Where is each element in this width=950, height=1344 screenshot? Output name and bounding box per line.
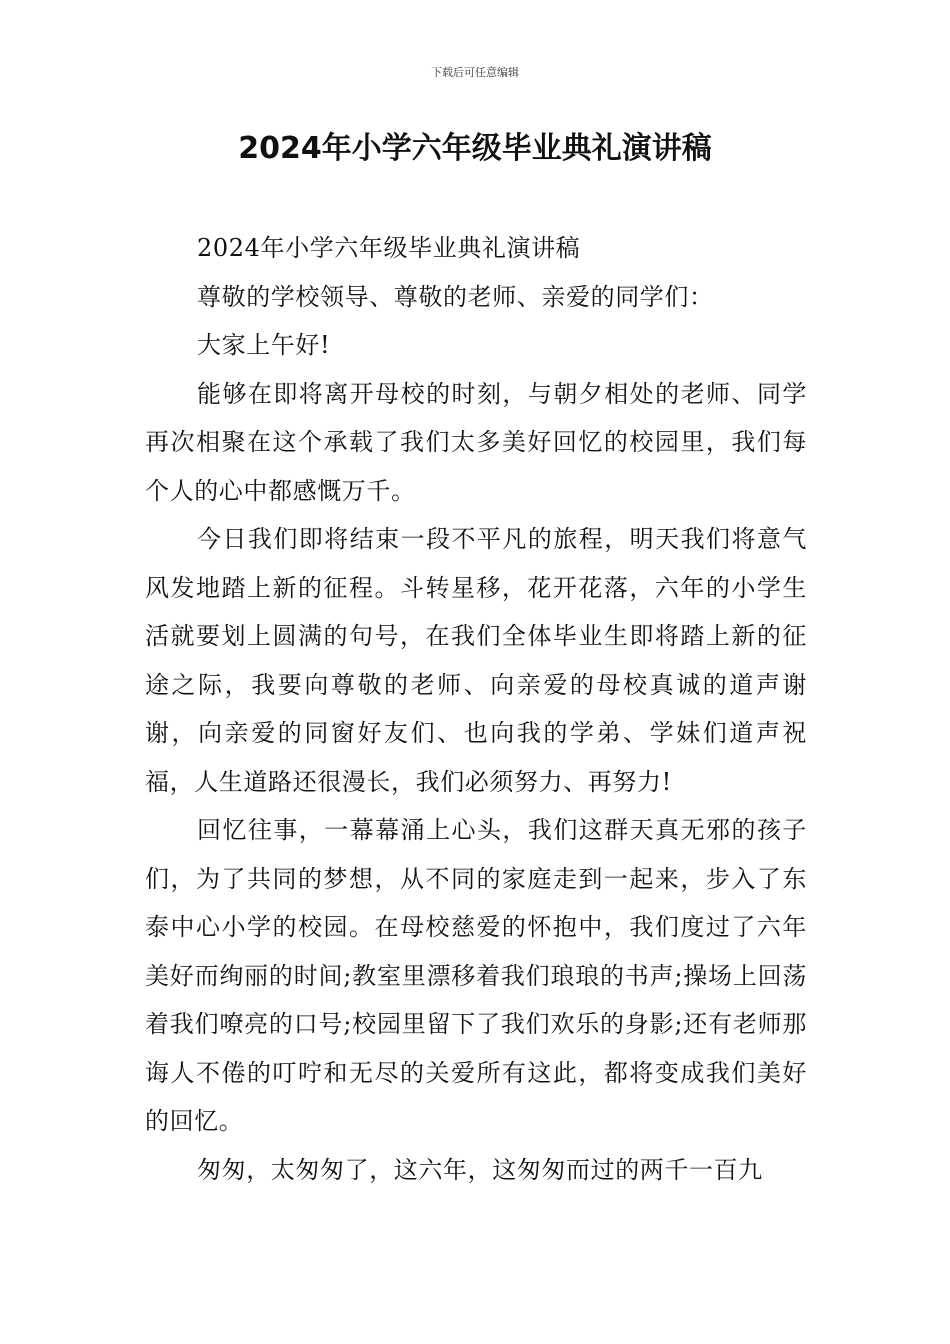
document-title: 2024年小学六年级毕业典礼演讲稿: [238, 131, 712, 166]
paragraph-greeting: 大家上午好!: [197, 331, 331, 359]
paragraph-body: 匆匆，太匆匆了，这六年，这匆匆而过的两千一百九: [197, 1155, 763, 1184]
paragraph-subtitle: 2024年小学六年级毕业典礼演讲稿: [197, 234, 581, 262]
paragraph-body: 今日我们即将结束一段不平凡的旅程，明天我们将意气风发地踏上新的征程。斗转星移，花开花落，六年的小学生活就要划上圆满的句号，在我们全体毕业生即将踏上新的征途之际，我要向尊敬的老师、向亲爱的母校真诚的道声谢谢，向亲爱的同窗好友们、也向我的学弟、学妹们道声祝福，人生道路还很漫长，我们必须努力、再努力!: [145, 525, 807, 796]
header-note: 下载后可任意编辑: [431, 66, 519, 79]
paragraph-body: 能够在即将离开母校的时刻，与朝夕相处的老师、同学再次相聚在这个承载了我们太多美好回忆的校园里，我们每个人的心中都感慨万千。: [145, 379, 807, 505]
paragraph-body: 回忆往事，一幕幕涌上心头，我们这群天真无邪的孩子们，为了共同的梦想，从不同的家庭走到一起来，步入了东泰中心小学的校园。在母校慈爱的怀抱中，我们度过了六年美好而绚丽的时间;教室里漂移着我们琅琅的书声;操场上回荡着我们嘹亮的口号;校园里留下了我们欢乐的身影;还有老师那诲人不倦的叮咛和无尽的关爱所有这此，都将变成我们美好的回忆。: [145, 816, 807, 1135]
paragraph-salutation: 尊敬的学校领导、尊敬的老师、亲爱的同学们：: [197, 282, 714, 311]
document-body: [145, 224, 807, 1194]
